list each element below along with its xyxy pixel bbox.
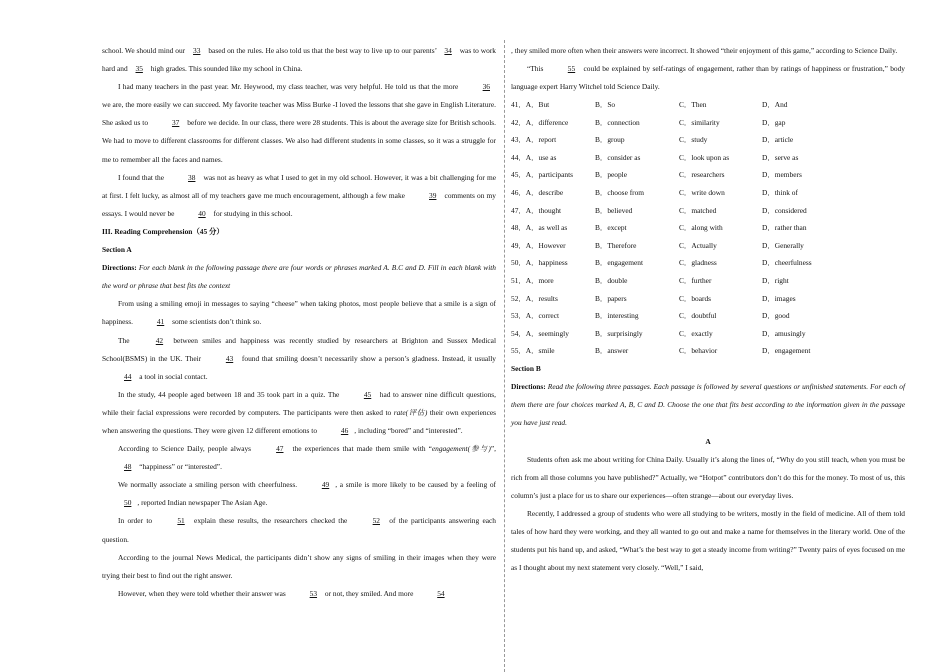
blank-47[interactable]: 47: [276, 444, 284, 454]
options-list: [511, 96, 905, 360]
paragraph: From using a smiling emoji in messages to saying “cheese” when taking photos, most people believe that a smile is a sign of happiness. 41 some scientists don’t think so.: [102, 295, 496, 331]
option-row: 50．A．happiness B．engagement C．gladness D．cheerfulness: [511, 258, 812, 268]
blank-50[interactable]: 50: [124, 498, 132, 508]
blank-52[interactable]: 52: [372, 516, 380, 526]
paragraph: , they smiled more often when their answers were incorrect. It showed “their enjoyment of this game,” according to Science Daily.: [511, 46, 898, 55]
section-heading: III. Reading Comprehension（45 分）: [102, 226, 224, 236]
blank-39[interactable]: 39: [429, 190, 437, 200]
right-column: [511, 42, 905, 577]
section-a-title: Section A: [102, 245, 132, 255]
blank-35[interactable]: 35: [135, 64, 143, 74]
passage-letter: A: [705, 436, 711, 446]
option-row: 51．A．more B．double C．further D．right: [511, 275, 789, 285]
paragraph: However, when they were told whether their answer was 53 or not, they smiled. And more 54: [102, 585, 496, 603]
blank-48[interactable]: 48: [124, 462, 132, 472]
blank-38[interactable]: 38: [188, 172, 196, 182]
blank-44[interactable]: 44: [124, 371, 132, 381]
left-column: [102, 42, 496, 603]
blank-33[interactable]: 33: [193, 46, 201, 55]
option-row: 42．A．difference B．connection C．similarity D．gap: [511, 117, 786, 127]
option-row: 47．A．thought B．believed C．matched D．considered: [511, 205, 807, 215]
paragraph: According to the journal News Medical, the participants didn’t show any signs of smiling in their images when they were trying their best to find out the right answer.: [102, 552, 496, 580]
option-row: 52．A．results B．papers C．boards D．images: [511, 293, 796, 303]
paragraph: The 42 between smiles and happiness was recently studied by researchers at Brighton and Sussex Medical School(BSMS) in the UK. Their 43 found that smiling doesn’t necessarily show a person’s gladness. Instead, it usually 44 a tool in social contact.: [102, 332, 496, 386]
option-row: 44．A．use as B．consider as C．look upon as D．serve as: [511, 152, 799, 162]
blank-34[interactable]: 34: [444, 46, 452, 55]
paragraph: “This 55 could be explained by self-ratings of engagement, rather than by ratings of happiness or frustration,” body language expert Harry Witchel told Science Daily.: [511, 60, 905, 96]
option-row: 41．A．But B．So C．Then D．And: [511, 100, 788, 110]
paragraph: I found that the 38 was not as heavy as what I used to get in my old school. However, it was a bit challenging for me at first. I felt lucky, as almost all of my teachers gave me much encouragement, although a few make 39 comments on my essays. I would never be 40 for studying in this school.: [102, 169, 496, 223]
paragraph: Recently, I addressed a group of students who were all studying to be writers, mostly in the field of medicine. All of them told tales of how hard they were working, and they all wanted to go out and make a name for themselves in the literary world. One of the students put his hand up, and asked, “What’s the best way to get a steady income from writing?” Twenty pairs of eyes focused on me as I thought about my next statement very closely. “Well,” I said,: [511, 508, 905, 573]
paragraph: Students often ask me about writing for China Daily. Usually it’s along the lines of, “Why do you still teach, when you must be rich from all those columns you have published?” Actually, we “Hotpot” contributors don’t do this for the money. To most of us, this column’s just a place for us to share our experiences—often strange—about our everyday lives.: [511, 454, 905, 500]
directions: Directions: Read the following three passages. Each passage is followed by several questions or unfinished statements. For each of them there are four choices marked A, B, C and D. Choose the one that fits best according to the information given in the passage you have just read.: [511, 382, 905, 428]
section-b-title: Section B: [511, 364, 541, 374]
blank-40[interactable]: 40: [198, 208, 206, 218]
blank-53[interactable]: 53: [309, 588, 318, 598]
column-divider: [504, 40, 505, 672]
blank-55[interactable]: 55: [567, 64, 576, 74]
blank-46[interactable]: 46: [340, 425, 349, 435]
blank-43[interactable]: 43: [225, 353, 234, 363]
paragraph: school. We should mind our 33 based on the rules. He also told us that the best way to live up to our parents’ 34 was to work hard and 35 high grades. This sounded like my school in China.: [102, 42, 496, 78]
blank-36[interactable]: 36: [482, 82, 490, 92]
option-row: 48．A．as well as B．except C．along with D．rather than: [511, 223, 807, 233]
paragraph: In order to 51 explain these results, the researchers checked the 52 of the participants answering each question.: [102, 512, 496, 548]
paragraph: We normally associate a smiling person with cheerfulness. 49 , a smile is more likely to be caused by a feeling of 50 , reported Indian newspaper The Asian Age.: [102, 476, 496, 512]
blank-41[interactable]: 41: [156, 317, 165, 327]
paragraph: I had many teachers in the past year. Mr. Heywood, my class teacher, was very helpful. He told us that the more 36 we are, the more easily we can succeed. My favorite teacher was Miss Burke -I loved the lessons that she gave in English Literature. She asked us to 37 before we decide. In our class, there were 28 students. This is about the average size for British schools. We had to move to different classrooms for different classes. We also had different students in some classes, so it was a struggle for me to remember all the faces and names.: [102, 78, 496, 168]
blank-45[interactable]: 45: [363, 389, 372, 399]
blank-54[interactable]: 54: [437, 588, 445, 598]
blank-37[interactable]: 37: [171, 118, 180, 128]
option-row: 43．A．report B．group C．study D．article: [511, 135, 794, 145]
option-row: 46．A．describe B．choose from C．write down D．think of: [511, 188, 798, 197]
blank-51[interactable]: 51: [177, 516, 185, 526]
paragraph: According to Science Daily, people always 47 the experiences that made them smile with “engagement(参与)”, 48 “happiness” or “interested”.: [102, 440, 496, 476]
blank-49[interactable]: 49: [321, 480, 330, 490]
option-row: 53．A．correct B．interesting C．doubtful D．good: [511, 311, 790, 321]
option-row: 54．A．seemingly B．surprisingly C．exactly D．amusingly: [511, 328, 806, 338]
paragraph: In the study, 44 people aged between 18 and 35 took part in a quiz. The 45 had to answer nine difficult questions, while their facial expressions were recorded by computers. The participants were then asked to rate(评估) their own experiences when answering the questions. They were given 12 different emotions to 46 , including “bored” and “interested”.: [102, 386, 496, 440]
option-row: 55．A．smile B．answer C．behavior D．engagement: [511, 346, 811, 356]
blank-42[interactable]: 42: [155, 335, 164, 345]
option-row: 45．A．participants B．people C．researchers D．members: [511, 170, 802, 180]
option-row: 49．A．However B．Therefore C．Actually D．Generally: [511, 240, 804, 250]
directions: Directions: For each blank in the following passage there are four words or phrases marked A. B.C and D. Fill in each blank with the word or phrase that best fits the context: [102, 263, 496, 291]
